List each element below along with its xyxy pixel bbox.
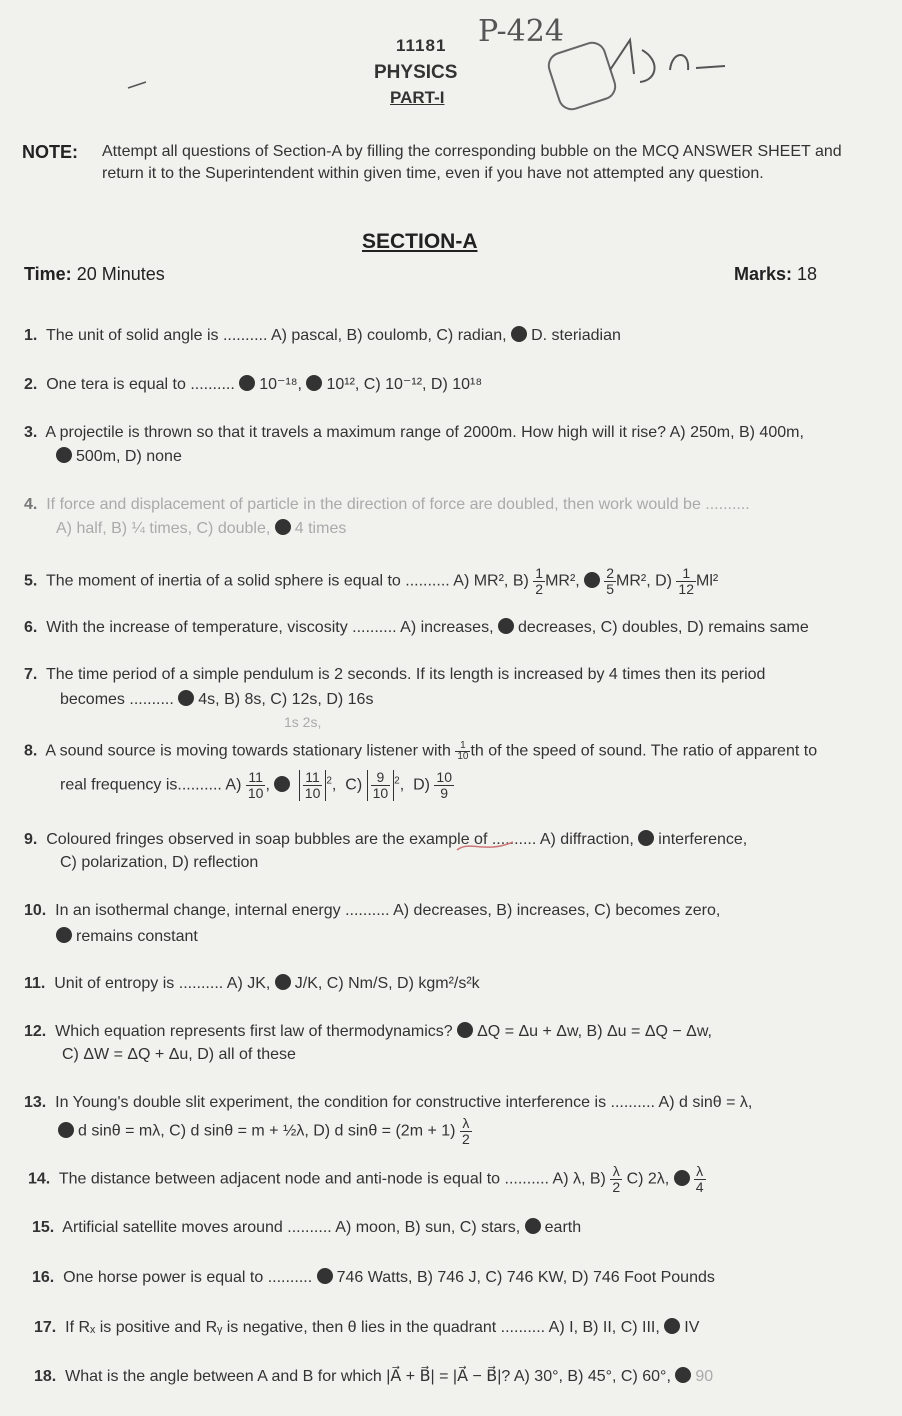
question-9 — [24, 830, 747, 849]
question-number: 14. — [28, 1170, 51, 1188]
section-title: SECTION-A — [362, 230, 478, 253]
question-number: 15. — [32, 1219, 55, 1236]
option-text: A) half, B) ¼ times, C) double, — [56, 520, 271, 537]
answer-bubble — [306, 375, 322, 391]
question-12-cont — [62, 1046, 296, 1064]
question-number: 6. — [24, 619, 38, 636]
answer-bubble — [525, 1218, 541, 1234]
fraction: $\frac{1}{10}$ — [457, 740, 469, 762]
question-10 — [24, 902, 720, 920]
option-text: D. steriadian — [531, 327, 621, 344]
question-number: 1. — [24, 327, 38, 344]
question-text: The moment of inertia of a solid sphere is equal to .......... A) MR², B) — [45, 572, 529, 590]
marks-value: 18 — [797, 264, 818, 284]
option-text: Ml² — [696, 572, 719, 590]
question-text: In Young's double slit experiment, the condition for constructive interference is .......... A) d sinθ = λ, — [55, 1094, 753, 1111]
question-1 — [24, 326, 621, 345]
note-line-1: Attempt all questions of Section-A by filling the corresponding bubble on the MCQ ANSWER SHEET and — [102, 143, 842, 160]
note-label: NOTE: — [22, 142, 78, 162]
question-text: Which equation represents first law of thermodynamics? — [55, 1023, 453, 1040]
fraction: $\frac{10}{9}$ — [436, 769, 452, 801]
answer-bubble — [317, 1268, 333, 1284]
part-title: PART-I — [390, 88, 445, 107]
question-8 — [24, 741, 817, 762]
question-text: In an isothermal change, internal energy .......... A) decreases, B) increases, C) becomes zero, — [55, 902, 721, 919]
question-text: Artificial satellite moves around .......... A) moon, B) sun, C) stars, — [62, 1219, 521, 1236]
time-allowed — [24, 264, 165, 285]
question-text: A projectile is thrown so that it travels a maximum range of 2000m. How high will it rise? A) 250m, B) 400m, — [45, 424, 804, 441]
question-text: One tera is equal to .......... — [46, 376, 235, 393]
question-number: 2. — [24, 376, 38, 393]
answer-bubble — [56, 447, 72, 463]
answer-bubble — [275, 974, 291, 990]
option-text: 10¹², C) 10⁻¹², D) 10¹⁸ — [326, 376, 483, 393]
option-text: d sinθ = mλ, C) d sinθ = m + ½λ, D) d sinθ = (2m + 1) — [78, 1122, 456, 1140]
option-text: 90 — [695, 1368, 714, 1385]
answer-bubble — [275, 519, 291, 535]
question-text: becomes .......... — [60, 691, 174, 708]
question-18 — [34, 1366, 713, 1386]
handwritten-scribble — [600, 30, 730, 90]
option-text: 746 Watts, B) 746 J, C) 746 KW, D) 746 Foot Pounds — [336, 1269, 715, 1286]
question-7 — [24, 666, 765, 684]
question-text: th of the speed of sound. The ratio of apparent to — [470, 742, 818, 760]
question-text: A sound source is moving towards stationary listener with — [45, 742, 451, 760]
bracket: $\frac{9}{10}$ — [367, 770, 395, 801]
answer-bubble — [457, 1022, 473, 1038]
handwritten-code: P-424 — [478, 14, 564, 49]
answer-bubble — [498, 618, 514, 634]
option-text: MR², D) — [615, 572, 672, 590]
option-text: earth — [544, 1219, 582, 1236]
question-number: 3. — [24, 424, 38, 441]
question-number: 12. — [24, 1023, 47, 1040]
question-number: 5. — [24, 572, 38, 590]
option-text: 10⁻¹⁸, — [259, 376, 302, 393]
option-text: MR², — [545, 572, 580, 590]
fraction: $\frac{1}{2}$ — [535, 565, 544, 597]
option-text: 500m, D) none — [76, 448, 182, 465]
total-marks — [734, 264, 817, 285]
question-6 — [24, 618, 809, 637]
answer-bubble — [674, 1170, 690, 1186]
question-number: 13. — [24, 1094, 47, 1111]
fraction: $\frac{\lambda}{2}$ — [461, 1115, 470, 1147]
bracket: $\frac{11}{10}$ — [299, 770, 327, 801]
fraction: $\frac{\lambda}{4}$ — [695, 1163, 704, 1195]
question-3 — [24, 424, 804, 442]
marks-label: Marks: — [734, 264, 793, 284]
question-text: real frequency is.......... A) — [60, 776, 242, 794]
red-scribble — [455, 840, 515, 852]
question-3-cont — [56, 447, 182, 466]
question-number: 10. — [24, 902, 47, 919]
option-text: 4 times — [294, 520, 347, 537]
option-text: 4s, B) 8s, C) 12s, D) 16s — [198, 691, 374, 708]
option-text: IV — [684, 1319, 700, 1336]
question-text: What is the angle between A and B for which |A⃗ + B⃗| = |A⃗ − B⃗|? A) 30°, B) 45°, C) 60°, — [65, 1368, 671, 1385]
question-9-cont — [60, 854, 258, 872]
question-text: Coloured fringes observed in soap bubbles are the example of .......... A) diffraction, — [46, 831, 634, 848]
question-13 — [24, 1094, 752, 1112]
time-value: 20 Minutes — [76, 264, 165, 284]
answer-bubble — [178, 690, 194, 706]
question-16 — [32, 1268, 715, 1287]
question-5 — [24, 566, 718, 597]
option-text: C) 2λ, — [626, 1170, 670, 1188]
question-15 — [32, 1218, 581, 1237]
option-text: C) polarization, D) reflection — [60, 854, 259, 871]
question-text: One horse power is equal to .......... — [63, 1269, 313, 1286]
option-text: remains constant — [76, 928, 198, 945]
question-number: 9. — [24, 831, 38, 848]
question-text: The unit of solid angle is .......... A) pascal, B) coulomb, C) radian, — [45, 327, 507, 344]
question-text: The distance between adjacent node and anti-node is equal to .......... A) λ, B) — [58, 1170, 606, 1188]
answer-bubble — [58, 1122, 74, 1138]
paper-code: 11181 — [396, 36, 447, 55]
answer-bubble — [239, 375, 255, 391]
answer-bubble — [584, 572, 600, 588]
question-14 — [28, 1164, 706, 1195]
question-number: 18. — [34, 1368, 57, 1385]
question-text: With the increase of temperature, viscosity .......... A) increases, — [46, 619, 494, 636]
question-12 — [24, 1022, 712, 1041]
question-17 — [34, 1318, 699, 1337]
fraction: $\frac{1}{12}$ — [678, 565, 694, 597]
note-line-2: return it to the Superintendent within given time, even if you have not attempted any question. — [102, 165, 764, 182]
question-number: 8. — [24, 742, 38, 760]
pencil-note: 1s 2s, — [284, 714, 322, 730]
answer-bubble — [511, 326, 527, 342]
question-4 — [24, 496, 750, 514]
fraction: $\frac{11}{10}$ — [247, 769, 264, 801]
question-number: 11. — [24, 975, 46, 992]
question-11 — [24, 974, 480, 993]
option-text: J/K, C) Nm/S, D) kgm²/s²k — [294, 975, 480, 992]
question-number: 17. — [34, 1319, 57, 1336]
question-number: 7. — [24, 666, 38, 683]
option-text: decreases, C) doubles, D) remains same — [517, 619, 809, 636]
fraction: $\frac{2}{5}$ — [606, 565, 614, 597]
subject-title: PHYSICS — [374, 62, 458, 83]
question-text: If Rₓ is positive and Rᵧ is negative, then θ lies in the quadrant .......... A) I, B) II, C) III, — [65, 1319, 660, 1336]
pen-stroke — [126, 80, 148, 90]
question-text: The time period of a simple pendulum is 2 seconds. If its length is increased by 4 times then its period — [45, 666, 766, 683]
question-7-cont — [60, 690, 373, 709]
answer-bubble — [56, 927, 72, 943]
question-number: 4. — [24, 496, 38, 513]
answer-bubble — [675, 1367, 691, 1383]
question-13-cont — [58, 1116, 472, 1147]
fraction: $\frac{\lambda}{2}$ — [612, 1163, 621, 1195]
question-2 — [24, 374, 482, 394]
question-text: Unit of entropy is .......... A) JK, — [54, 975, 271, 992]
question-number: 16. — [32, 1269, 55, 1286]
option-text: ΔQ = Δu + Δw, B) Δu = ΔQ − Δw, — [477, 1023, 712, 1040]
time-label: Time: — [24, 264, 72, 284]
question-10-cont — [56, 927, 198, 946]
option-text: C) ΔW = ΔQ + Δu, D) all of these — [62, 1046, 296, 1063]
question-4-cont — [56, 519, 346, 538]
question-text: If force and displacement of particle in the direction of force are doubled, then work would be .......... — [46, 496, 750, 513]
answer-bubble — [638, 830, 654, 846]
option-text: interference, — [658, 831, 748, 848]
answer-bubble — [664, 1318, 680, 1334]
answer-bubble — [274, 776, 290, 792]
question-8-options: real frequency is.......... A) $\frac{11}{10}$ , $\frac{11}{10}$ $^2$, C) $\frac{9}{10}$ $^2$, D) $\frac{10}{9}$ — [60, 769, 452, 801]
